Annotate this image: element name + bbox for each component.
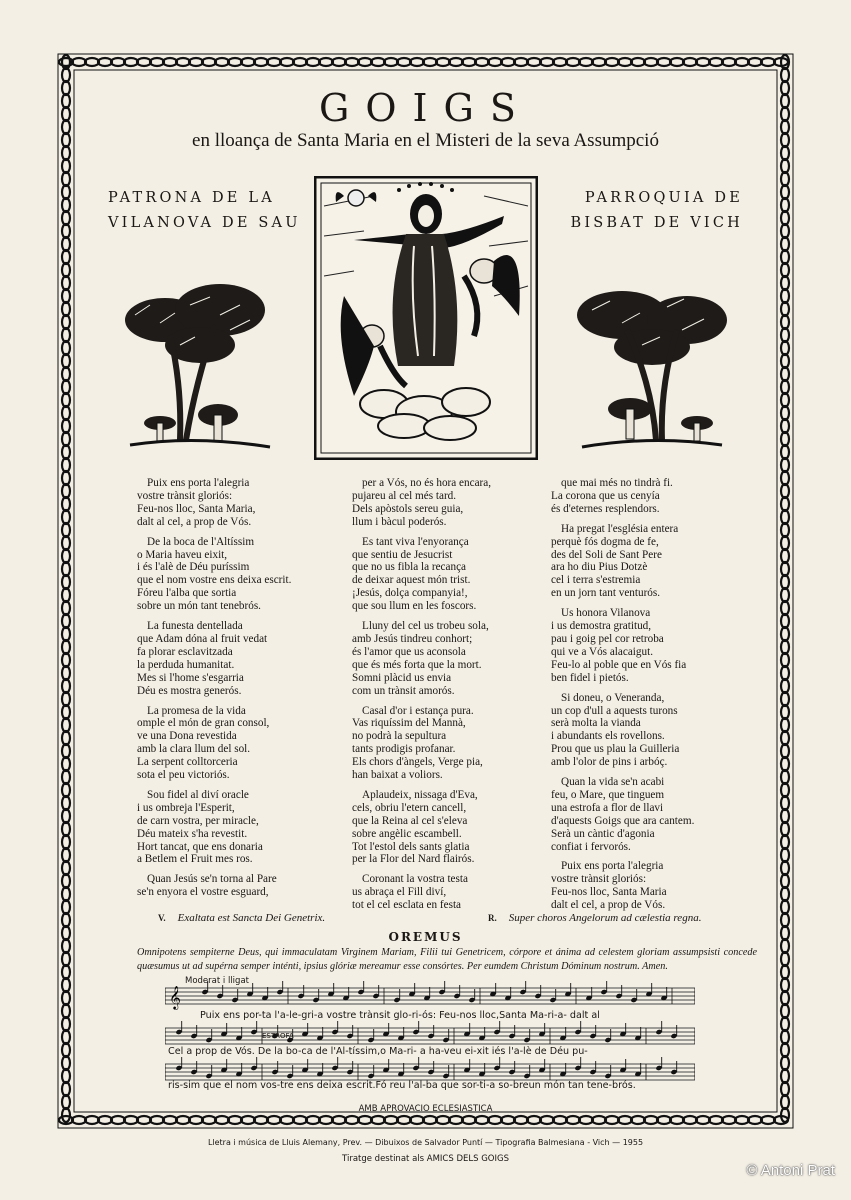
header-right-line: BISBAT DE VICH — [570, 215, 743, 231]
credits-line: Lletra i música de Lluis Alemany, Prev. — Dibuixos de Salvador Puntí — Tipografia Balmesiana - Vich — 1955 — [207, 1138, 644, 1147]
verse-line: Aplaudeix, nissaga d'Eva, — [362, 788, 478, 801]
oremus-heading: OREMUS — [388, 930, 463, 944]
oremus-prayer: Omnipotens sempiterne Deus, qui immaculatam Virginem Mariam, Filii tui Genetricem, córpore et ánima ad celestem gloriam assumpsisti concede quæsumus ut ad supérna semper inténti, ipsius glóriæ mereamur esse consórtes. Per eumdem Christum Dóminum nostrum. Amen. — [137, 947, 757, 972]
svg-text:𝄞: 𝄞 — [169, 985, 181, 1009]
verse-line: Feu-nos lloc, Santa Maria — [551, 886, 667, 899]
verse-line: ara ho diu Pius Dotzè — [551, 561, 648, 574]
verse-line: fa plorar esclavitzada — [137, 645, 233, 658]
tree-mushrooms-left — [120, 275, 275, 455]
lyric-line: ris-sim que el nom vos-tre ens deixa escrit.Fó reu l'al-ba que sor-ti-a so-breun món tan tene-brós. — [168, 1080, 636, 1091]
header-left-line: VILANOVA DE SAU — [108, 215, 301, 231]
verse-line: Déu es mostra generós. — [137, 684, 242, 697]
verse-column-1 — [137, 477, 291, 906]
strophe-marker: ESTROFA — [262, 1032, 294, 1040]
verse-line: sota el peu victoriós. — [137, 769, 230, 782]
verse-line: i és l'alè de Déu puríssim — [137, 561, 250, 574]
header-left — [108, 186, 301, 236]
verse-line: Feu-nos lloc, Santa Maria, — [137, 502, 256, 515]
page-title: GOIGS — [319, 86, 532, 130]
verse-line: a Betlem el Fruit mes ros. — [137, 853, 253, 866]
ecclesiastical-approval: AMB APROVACIO ECLESIASTICA — [358, 1104, 493, 1114]
stanza — [352, 620, 491, 697]
verse-line: i abundants els rovellons. — [551, 730, 665, 743]
verse-line: La corona que us cenyía — [551, 489, 660, 502]
verse-line: dalt el cel, a prop de Vós. — [551, 899, 666, 912]
verse-line: confiat i fervorós. — [551, 840, 631, 853]
verse-line: ve una Dona revestida — [137, 730, 237, 743]
stanza — [551, 860, 694, 912]
verse-line: La funesta dentellada — [147, 620, 243, 633]
verse-line: pau i goig pel cor retroba — [551, 632, 664, 645]
verse-line: Quan la vida se'n acabi — [561, 776, 665, 789]
versicle-text: Exaltata est Sancta Dei Genetrix. — [177, 912, 326, 924]
header-right-line: PARROQUIA DE — [584, 190, 743, 206]
verse-line: és d'eternes resplendors. — [551, 502, 660, 515]
verse-line: serà molta la vianda — [551, 717, 641, 730]
print-run-line: Tiratge destinat als AMICS DELS GOIGS — [342, 1154, 509, 1164]
response-label: R. — [488, 913, 497, 923]
verse-line: o Maria haveu eixit, — [137, 548, 228, 561]
verse-line: que Adam dóna al fruit vedat — [137, 632, 268, 645]
verse-line: Puix ens porta l'alegria — [147, 477, 250, 489]
stanza — [137, 620, 291, 697]
response — [488, 912, 701, 924]
verse-line: Somni plàcid us envia — [352, 671, 452, 684]
verse-line: Hort tancat, que ens donaria — [137, 840, 263, 853]
verse-line: Us honora Vilanova — [561, 607, 651, 620]
verse-line: Serà un càntic d'agonia — [551, 827, 655, 840]
verse-line: ¡Jesús, dolça companyia!, — [352, 587, 468, 600]
verse-line: vostre trànsit gloriós: — [551, 873, 647, 886]
verse-line: Sou fidel al diví oracle — [147, 788, 249, 801]
verse-line: per la Flor del Nard flairós. — [352, 853, 475, 866]
tree-mushrooms-right — [572, 275, 732, 455]
verse-line: qui ve a Vós alacaigut. — [551, 645, 654, 658]
verse-line: Quan Jesús se'n torna al Pare — [147, 873, 277, 886]
verse-line: en un jorn tant venturós. — [551, 587, 661, 600]
verse-line: Vas riquíssim del Mannà, — [352, 717, 466, 730]
verse-line: Feu-lo al poble que en Vós fia — [551, 658, 687, 671]
verse-line: han baixat a voliors. — [352, 769, 443, 782]
verse-line: llum i bàcul poderós. — [352, 515, 447, 528]
verse-line: Es tant viva l'enyorança — [362, 535, 469, 548]
verse-line: vostre trànsit gloriós: — [137, 489, 233, 502]
versicle — [158, 912, 325, 924]
verse-line: com un trànsit amorós. — [352, 684, 455, 697]
verse-column-2 — [352, 477, 491, 919]
stanza — [352, 873, 491, 912]
verse-line: Prou que us plau la Guilleria — [551, 743, 680, 756]
stanza — [137, 705, 291, 782]
verse-line: Ha pregat l'església entera — [561, 522, 679, 535]
verse-line: La promesa de la vida — [147, 704, 246, 717]
page-subtitle: en lloança de Santa Maria en el Misteri de la seva Assumpció — [192, 130, 659, 151]
verse-line: Casal d'or i estança pura. — [362, 704, 474, 717]
stanza — [551, 477, 694, 516]
assumption-woodcut — [314, 176, 538, 460]
verse-line: feu, o Mare, que tinguem — [551, 788, 665, 801]
verse-line: amb l'olor de pins i arbóç. — [551, 756, 668, 769]
verse-line: omple el món de gran consol, — [137, 717, 270, 730]
stanza — [551, 523, 694, 600]
stanza — [352, 705, 491, 782]
stanza — [352, 477, 491, 529]
verse-line: Dels apòstols sereu guia, — [352, 502, 464, 515]
verse-line: d'aquests Goigs que ara cantem. — [551, 814, 695, 827]
verse-line: tants prodigis profanar. — [352, 743, 456, 756]
stanza — [137, 536, 291, 613]
verse-line: us abraça el Fill diví, — [352, 886, 447, 899]
music-score — [165, 978, 695, 1096]
verse-line: perquè fós dogma de fe, — [551, 535, 659, 548]
verse-line: i us ombreja l'Esperit, — [137, 801, 235, 814]
verse-line: és l'amor que us aconsola — [352, 645, 466, 658]
verse-line: cel i terra s'estremia — [551, 574, 641, 587]
verse-line: Lluny del cel us trobeu sola, — [362, 620, 489, 633]
verse-line: que el nom vostre ens deixa escrit. — [137, 574, 292, 587]
verse-line: amb Jesús tindreu conhort; — [352, 632, 473, 645]
verse-line: Si doneu, o Veneranda, — [561, 691, 665, 704]
response-text: Super choros Angelorum ad cælestia regna. — [508, 912, 702, 924]
stanza — [352, 789, 491, 866]
stanza — [352, 536, 491, 613]
verse-line: que sou llum en les foscors. — [352, 600, 477, 613]
verse-line: Mes si l'home s'esgarria — [137, 671, 244, 684]
verse-line: ben fidel i pietós. — [551, 671, 629, 684]
verse-line: que no us fibla la recança — [352, 561, 466, 574]
verse-line: sobre un món tant tenebrós. — [137, 600, 261, 613]
verse-line: la perduda humanitat. — [137, 658, 235, 671]
verse-line: un cop d'ull a aquests turons — [551, 704, 678, 717]
verse-line: De la boca de l'Altíssim — [147, 535, 255, 548]
verse-line: Els chors d'àngels, Verge pia, — [352, 756, 483, 769]
verse-line: sobre angèlic escambell. — [352, 827, 462, 840]
tempo-marking: Moderat i lligat — [185, 976, 249, 986]
verse-line: Tot l'estol dels sants glatia — [352, 840, 470, 853]
stanza — [551, 692, 694, 769]
verse-line: Fóreu l'alba que sortia — [137, 587, 237, 600]
verse-line: de deixar aquest món trist. — [352, 574, 471, 587]
verse-line: tot el cel esclata en festa — [352, 899, 462, 912]
versicle-label: V. — [158, 913, 166, 923]
verse-line: que sentiu de Jesucrist — [352, 548, 453, 561]
verse-line: La serpent colltorceria — [137, 756, 238, 769]
verse-column-3 — [551, 477, 694, 919]
stanza — [551, 607, 694, 684]
header-right — [571, 186, 744, 236]
verse-line: una estrofa a flor de llavi — [551, 801, 664, 814]
verse-line: amb la clara llum del sol. — [137, 743, 251, 756]
header-left-line: PATRONA DE LA — [108, 190, 275, 206]
verse-line: que és més forta que la mort. — [352, 658, 482, 671]
stanza — [137, 873, 291, 899]
verse-line: Coronant la vostra testa — [362, 873, 468, 886]
verse-line: que la Reina al cel s'eleva — [352, 814, 468, 827]
verse-line: Puix ens porta l'alegria — [561, 860, 664, 873]
verse-line: de carn vostra, per miracle, — [137, 814, 259, 827]
stanza — [137, 477, 291, 529]
verse-line: cels, obriu l'etern cancell, — [352, 801, 467, 814]
verse-line: i us demostra gratitud, — [551, 620, 652, 633]
verse-line: no podrà la sepultura — [352, 730, 447, 743]
lyric-line: Puix ens por-ta l'a-le-gri-a vostre trànsit glo-ri-ós: Feu-nos lloc,Santa Ma-ri-a- dalt al — [200, 1010, 600, 1021]
stanza — [551, 776, 694, 853]
verse-line: per a Vós, no és hora encara, — [362, 477, 492, 489]
verse-line: pujareu al cel més tard. — [352, 489, 457, 502]
verse-line: des del Soli de Sant Pere — [551, 548, 662, 561]
stanza — [137, 789, 291, 866]
copyright-watermark: © Antoni Prat — [746, 1162, 835, 1179]
verse-line: que mai més no tindrà fi. — [561, 477, 673, 489]
verse-line: Déu mateix s'ha revestit. — [137, 827, 248, 840]
verse-line: dalt al cel, a prop de Vós. — [137, 515, 252, 528]
verse-line: se'n enyora el vostre esguard, — [137, 886, 269, 899]
lyric-line: Cel a prop de Vós. De la bo-ca de l'Al-tíssim,o Ma-ri- a ha-veu ei-xit iés l'a-lè de Déu pu- — [168, 1046, 588, 1057]
